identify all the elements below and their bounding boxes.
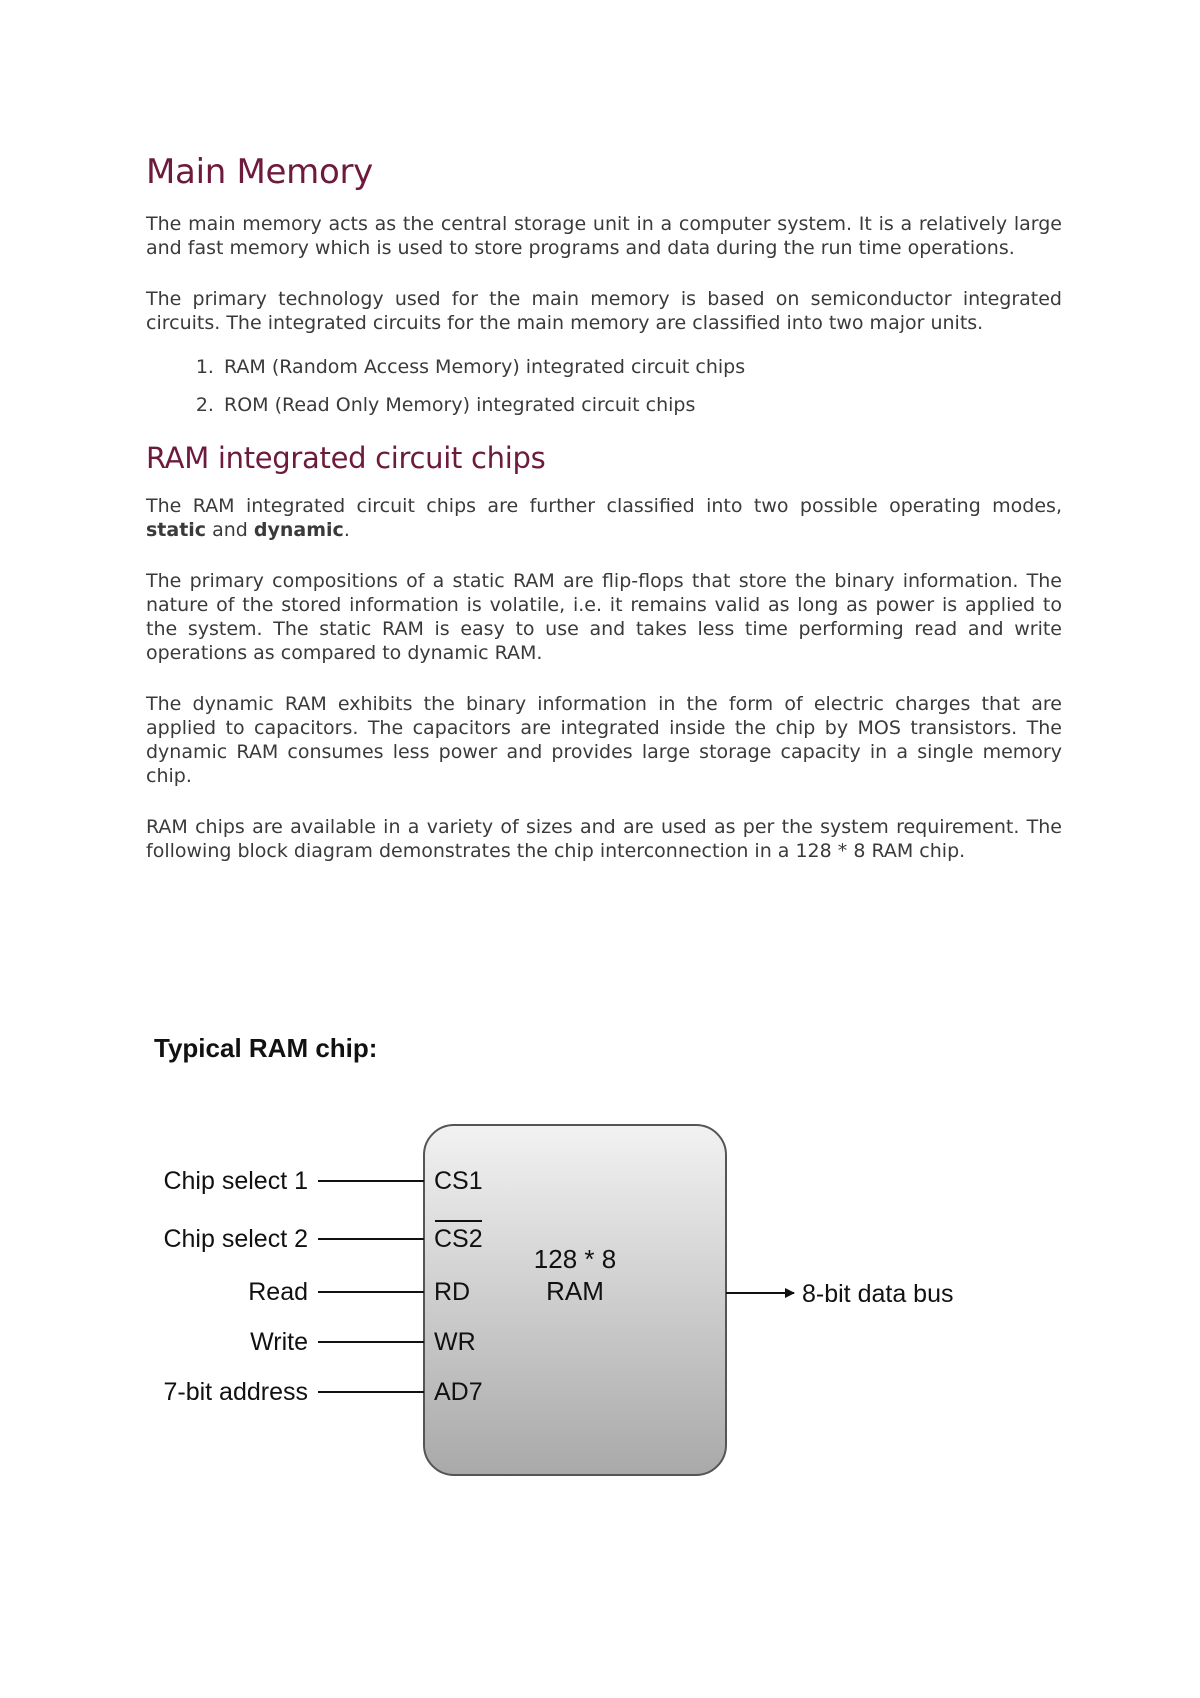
- pin-label-cs2: CS2: [434, 1225, 483, 1253]
- ram-paragraph-1: [146, 494, 1062, 542]
- pin-label-ad7: AD7: [434, 1378, 483, 1406]
- ram-p1-end: .: [343, 519, 350, 541]
- ram-chip-svg: [140, 1025, 1020, 1485]
- pin-label-rd: RD: [434, 1278, 471, 1306]
- input-label-read: Read: [248, 1278, 308, 1306]
- ram-paragraph-4: RAM chips are available in a variety of sizes and are used as per the system requirement. The following block diagram demonstrates the chip interconnection in a 128 * 8 RAM chip.: [146, 816, 1062, 862]
- pin-label-wr: WR: [434, 1328, 476, 1356]
- list-item-rom: 2. ROM (Read Only Memory) integrated circuit chips: [220, 393, 1062, 417]
- pin-label-cs1: CS1: [434, 1167, 483, 1195]
- input-label-address: 7-bit address: [163, 1378, 308, 1406]
- section-heading-ram: RAM integrated circuit chips: [146, 441, 546, 475]
- intro-paragraph-1: The main memory acts as the central storage unit in a computer system. It is a relatively large and fast memory which is used to store programs and data during the run time operations.: [146, 213, 1062, 259]
- term-static: static: [146, 519, 207, 541]
- memory-units-list: [146, 355, 1062, 417]
- ram-p1-text: The RAM integrated circuit chips are further classified into two possible operating modes,: [146, 495, 1062, 517]
- ram-chip-diagram: [140, 1025, 1020, 1489]
- ram-paragraph-2: The primary compositions of a static RAM are flip-flops that store the binary information. The nature of the stored information is volatile, i.e. it remains valid as long as power is applied to the system. The static RAM is easy to use and takes less time performing read and write operations as compared to dynamic RAM.: [146, 570, 1062, 664]
- input-label-write: Write: [250, 1328, 308, 1356]
- output-label-data-bus: 8-bit data bus: [802, 1280, 954, 1308]
- intro-paragraph-2: The primary technology used for the main memory is based on semiconductor integrated circuits. The integrated circuits for the main memory are classified into two major units.: [146, 288, 1062, 334]
- input-label-chip-select-2: Chip select 2: [163, 1225, 308, 1253]
- page-title: Main Memory: [146, 152, 373, 192]
- list-item-ram: 1. RAM (Random Access Memory) integrated circuit chips: [220, 355, 1062, 379]
- chip-type-label: RAM: [546, 1276, 604, 1306]
- ram-p1-and: and: [206, 519, 254, 541]
- term-dynamic: dynamic: [253, 519, 344, 541]
- input-label-chip-select-1: Chip select 1: [163, 1167, 308, 1195]
- diagram-title: Typical RAM chip:: [154, 1033, 378, 1063]
- ram-paragraph-3: The dynamic RAM exhibits the binary information in the form of electric charges that are applied to capacitors. The capacitors are integrated inside the chip by MOS transistors. The dynamic RAM consumes less power and provides large storage capacity in a single memory chip.: [146, 693, 1062, 787]
- chip-size-label: 128 * 8: [533, 1244, 617, 1274]
- document-page: [146, 150, 1062, 863]
